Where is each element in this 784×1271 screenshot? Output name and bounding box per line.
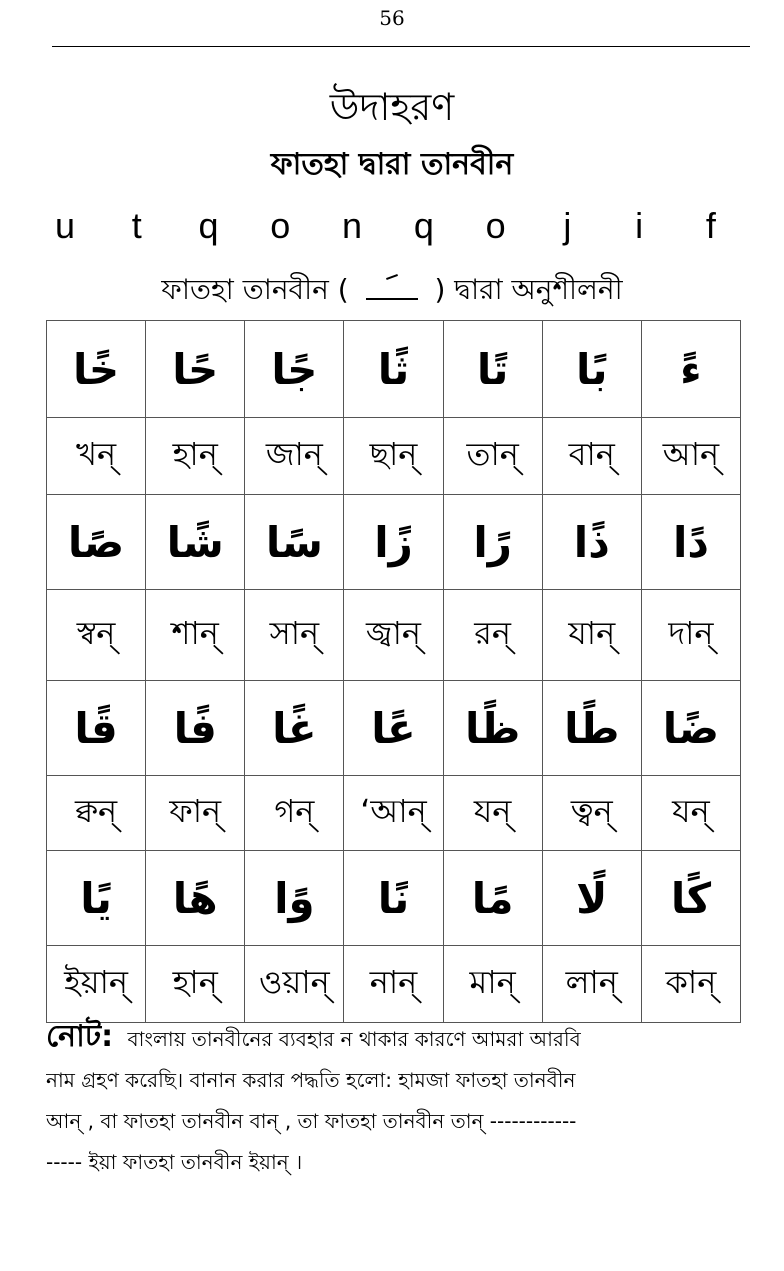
- arabic-letter-cell: يًا: [47, 851, 146, 946]
- arabic-letter-cell: ثًا: [344, 321, 443, 418]
- latin-letter: j: [563, 205, 572, 246]
- pronunciation-cell: ফান্: [146, 776, 245, 851]
- page-subtitle: ফাতহা দ্বারা তানবীন: [270, 147, 514, 182]
- latin-letter: f: [705, 205, 716, 246]
- arabic-letter-cell: ذًا: [542, 495, 641, 590]
- arabic-letter-row: [47, 495, 741, 590]
- arabic-letter-cell: طًا: [542, 681, 641, 776]
- arabic-letter-cell: فًا: [146, 681, 245, 776]
- pronunciation-cell: তান্: [443, 418, 542, 495]
- pronunciation-cell: স্বন্: [47, 590, 146, 681]
- pronunciation-cell: ইয়ান্: [47, 946, 146, 1023]
- header-rule: [52, 46, 750, 47]
- fathatan-mark-icon: [364, 280, 420, 302]
- arabic-letter-cell: غًا: [245, 681, 344, 776]
- practice-heading-after: ) দ্বারা অনুশীলনী: [434, 273, 623, 306]
- latin-letter: t: [131, 205, 142, 246]
- arabic-letter-cell: رًا: [443, 495, 542, 590]
- pronunciation-cell: জ্বান্: [344, 590, 443, 681]
- pronunciation-cell: ত্বন্: [542, 776, 641, 851]
- pronunciation-cell: রন্: [443, 590, 542, 681]
- pronunciation-cell: ‘আন্: [344, 776, 443, 851]
- arabic-letter-row: [47, 681, 741, 776]
- latin-letter: i: [635, 205, 644, 246]
- pronunciation-cell: হান্: [146, 946, 245, 1023]
- latin-letter: q: [198, 205, 219, 246]
- pronunciation-cell: ছান্: [344, 418, 443, 495]
- bengali-pronunciation-row: [47, 590, 741, 681]
- pronunciation-cell: ওয়ান্: [245, 946, 344, 1023]
- pronunciation-cell: যন্: [443, 776, 542, 851]
- note-text: বাংলায় তানবীনের ব্যবহার ন থাকার কারণে আমরা আরবি: [127, 1027, 581, 1051]
- pronunciation-cell: বান্: [542, 418, 641, 495]
- pronunciation-cell: দান্: [641, 590, 740, 681]
- pronunciation-cell: কান্: [641, 946, 740, 1023]
- pronunciation-cell: জান্: [245, 418, 344, 495]
- note-label: নোট:: [46, 1019, 114, 1054]
- pronunciation-cell: নান্: [344, 946, 443, 1023]
- arabic-letter-cell: قًا: [47, 681, 146, 776]
- arabic-letter-cell: دًا: [641, 495, 740, 590]
- tanwin-practice-table: [46, 320, 741, 1023]
- practice-heading: [0, 268, 784, 315]
- arabic-letter-cell: كًا: [641, 851, 740, 946]
- arabic-letter-cell: لًا: [542, 851, 641, 946]
- arabic-letter-cell: هًا: [146, 851, 245, 946]
- note-section: [46, 1016, 754, 1183]
- pronunciation-cell: আন্: [641, 418, 740, 495]
- practice-heading-before: ফাতহা তানবীন (: [161, 273, 349, 306]
- arabic-letter-cell: ضًا: [641, 681, 740, 776]
- pronunciation-cell: গন্: [245, 776, 344, 851]
- latin-letter: n: [342, 205, 363, 246]
- note-text: আন্ , বা ফাতহা তানবীন বান্ , তা ফাতহা তানবীন তান্ ------------: [46, 1109, 577, 1133]
- arabic-letter-row: [47, 321, 741, 418]
- latin-letter: o: [270, 205, 291, 246]
- arabic-letter-cell: شًا: [146, 495, 245, 590]
- bengali-pronunciation-row: [47, 418, 741, 495]
- arabic-letter-cell: نًا: [344, 851, 443, 946]
- page-title: উদাহরণ: [329, 85, 455, 129]
- arabic-letter-cell: سًا: [245, 495, 344, 590]
- note-text: ----- ইয়া ফাতহা তানবীন ইয়ান্ ।: [46, 1150, 303, 1174]
- arabic-letter-cell: ظًا: [443, 681, 542, 776]
- bengali-pronunciation-row: [47, 776, 741, 851]
- arabic-letter-cell: تًا: [443, 321, 542, 418]
- latin-letter: q: [413, 205, 434, 246]
- arabic-letter-cell: ءً: [641, 321, 740, 418]
- bengali-pronunciation-row: [47, 946, 741, 1023]
- note-line: [46, 1016, 754, 1060]
- latin-letter: o: [485, 205, 506, 246]
- latin-letter: u: [54, 205, 76, 246]
- pronunciation-cell: ক্বন্: [47, 776, 146, 851]
- arabic-letter-cell: خًا: [47, 321, 146, 418]
- pronunciation-cell: শান্: [146, 590, 245, 681]
- latin-letter-row: [48, 205, 728, 249]
- pronunciation-cell: যন্: [641, 776, 740, 851]
- pronunciation-cell: লান্: [542, 946, 641, 1023]
- arabic-letter-cell: جًا: [245, 321, 344, 418]
- pronunciation-cell: খন্: [47, 418, 146, 495]
- arabic-letter-cell: عًا: [344, 681, 443, 776]
- arabic-letter-cell: زًا: [344, 495, 443, 590]
- arabic-letter-cell: صًا: [47, 495, 146, 590]
- pronunciation-cell: যান্: [542, 590, 641, 681]
- arabic-letter-cell: مًا: [443, 851, 542, 946]
- arabic-letter-cell: بًا: [542, 321, 641, 418]
- arabic-letter-cell: حًا: [146, 321, 245, 418]
- pronunciation-cell: সান্: [245, 590, 344, 681]
- arabic-letter-row: [47, 851, 741, 946]
- note-text: নাম গ্রহণ করেছি। বানান করার পদ্ধতি হলো: হামজা ফাতহা তানবীন: [46, 1068, 576, 1092]
- pronunciation-cell: হান্: [146, 418, 245, 495]
- pronunciation-cell: মান্: [443, 946, 542, 1023]
- arabic-letter-cell: وًا: [245, 851, 344, 946]
- page-number: 56: [379, 6, 405, 30]
